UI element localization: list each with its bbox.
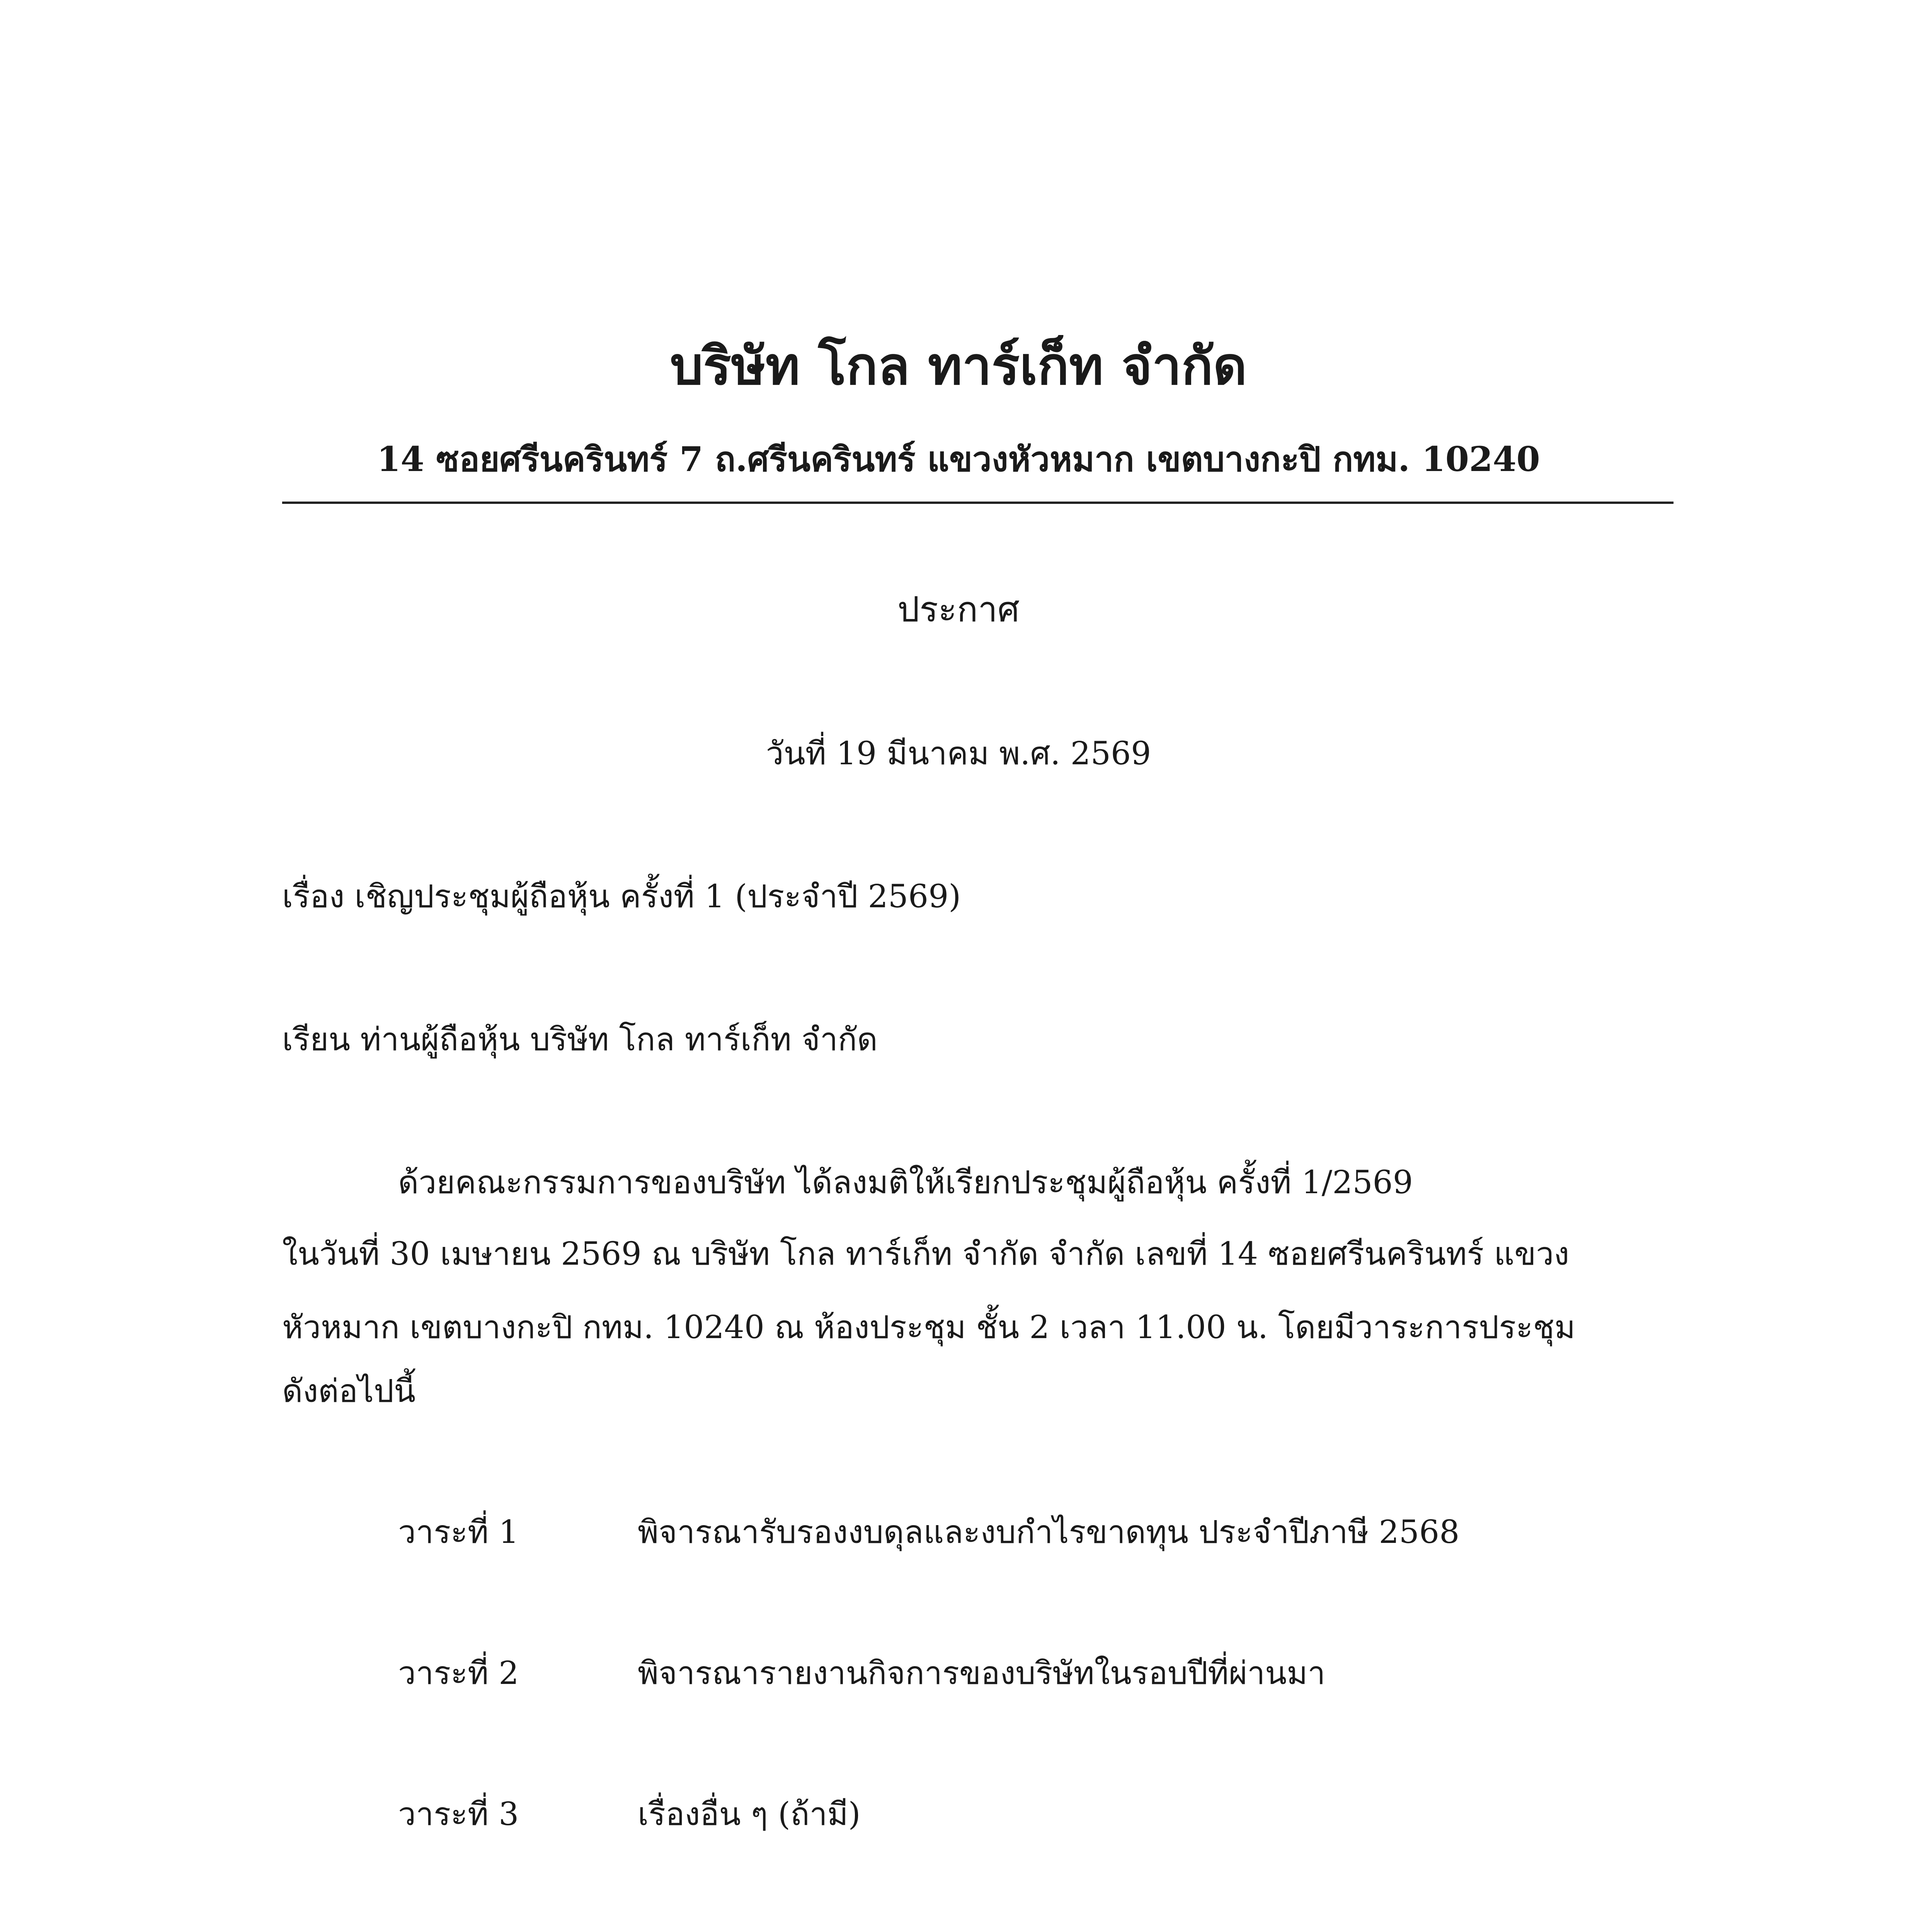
agenda-number: วาระที่ 3 (398, 1796, 519, 1833)
notice-subject: เรื่อง เชิญประชุมผู้ถือหุ้น ครั้งที่ 1 (ประจำปี 2569) (282, 878, 961, 915)
company-name: บริษัท โกล ทาร์เก็ท จำกัด (670, 335, 1247, 396)
agenda-text: เรื่องอื่น ๆ (ถ้ามี) (638, 1796, 861, 1833)
agenda-text: พิจารณารายงานกิจการของบริษัทในรอบปีที่ผ่านมา (638, 1655, 1326, 1692)
notice-date: วันที่ 19 มีนาคม พ.ศ. 2569 (766, 735, 1151, 772)
notice-addressee: เรียน ท่านผู้ถือหุ้น บริษัท โกล ทาร์เก็ท จำกัด (282, 1021, 878, 1058)
agenda-number: วาระที่ 1 (398, 1514, 519, 1551)
agenda-text: พิจารณารับรองงบดุลและงบกำไรขาดทุน ประจำปีภาษี 2568 (638, 1514, 1460, 1551)
agenda-number: วาระที่ 2 (398, 1655, 519, 1692)
company-address: 14 ซอยศรีนครินทร์ 7 ถ.ศรีนครินทร์ แขวงหัวหมาก เขตบางกะปิ กทม. 10240 (377, 439, 1540, 479)
body-paragraph-line: ด้วยคณะกรรมการของบริษัท ได้ลงมติให้เรียกประชุมผู้ถือหุ้น ครั้งที่ 1/2569 (398, 1164, 1413, 1201)
body-paragraph-line: หัวหมาก เขตบางกะปิ กทม. 10240 ณ ห้องประชุม ชั้น 2 เวลา 11.00 น. โดยมีวาระการประชุม (282, 1309, 1576, 1346)
notice-title: ประกาศ (897, 589, 1020, 630)
body-paragraph-line: ดังต่อไปนี้ (282, 1373, 416, 1410)
header-divider (282, 502, 1674, 504)
body-paragraph-line: ในวันที่ 30 เมษายน 2569 ณ บริษัท โกล ทาร์เก็ท จำกัด จำกัด เลขที่ 14 ซอยศรีนครินทร์ แขวง (282, 1236, 1570, 1272)
